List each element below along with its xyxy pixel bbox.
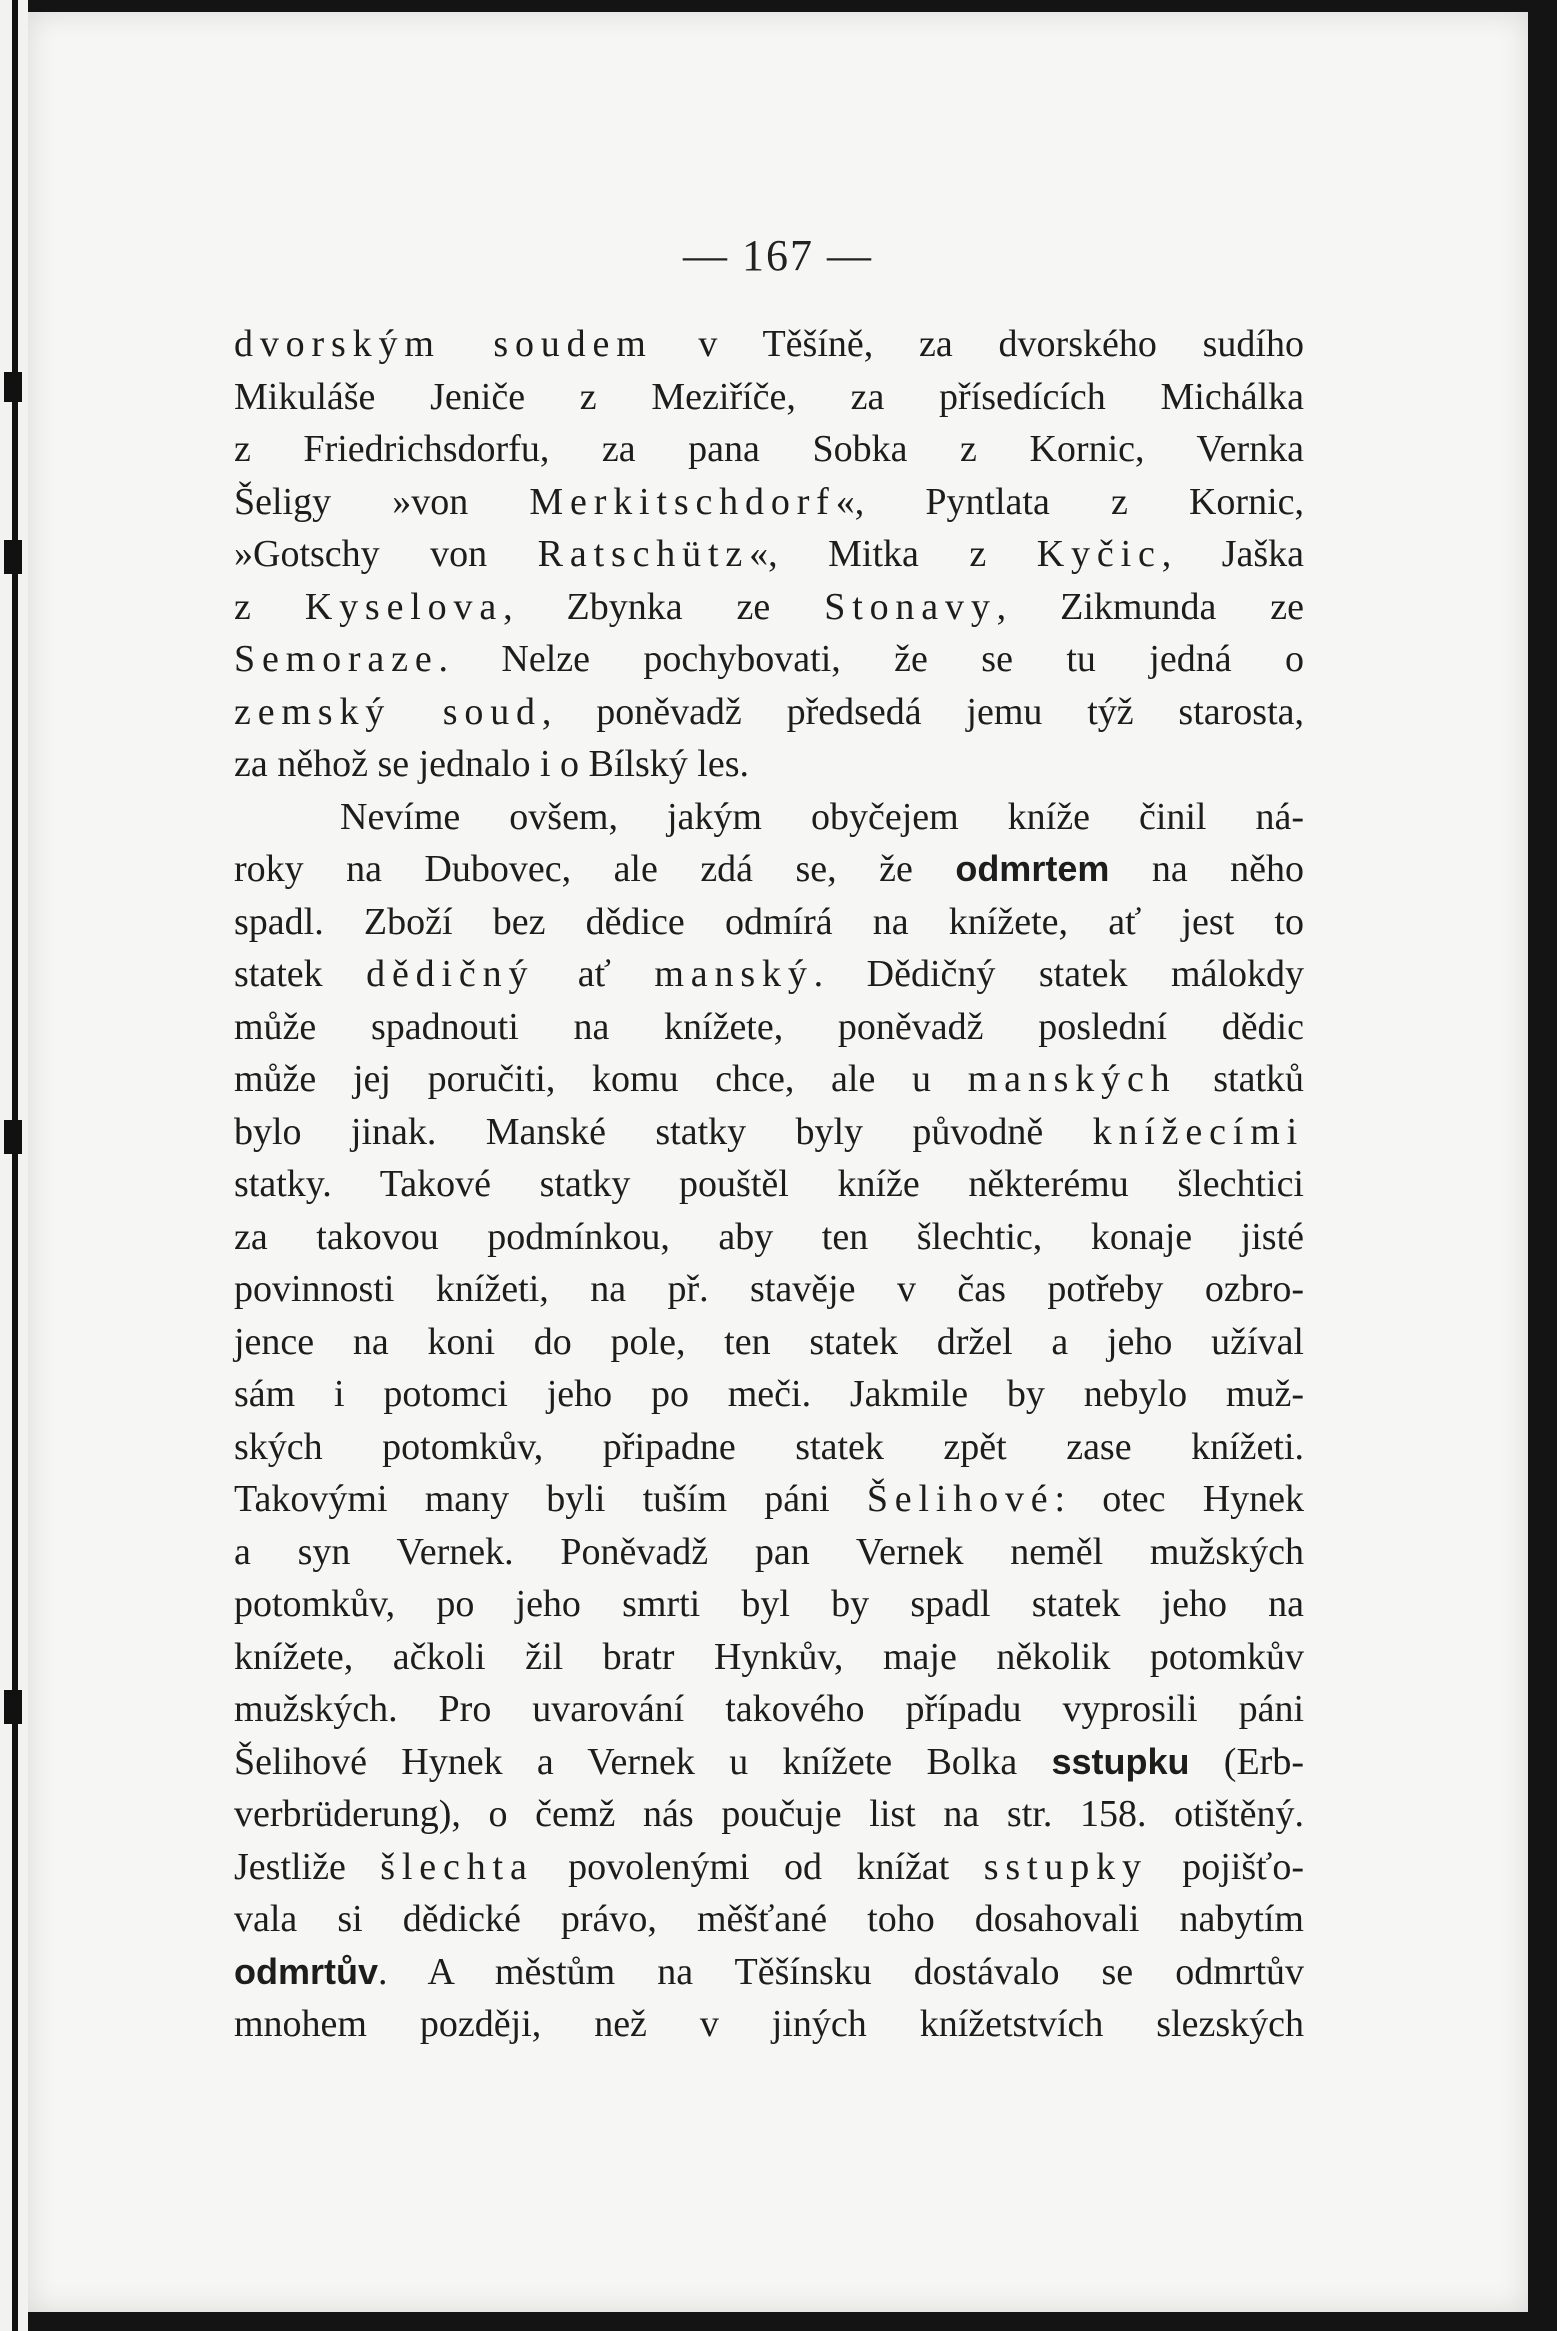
text-run: . Dědičný statek málokdy (813, 953, 1304, 995)
edge-mark (4, 1690, 22, 1724)
text-line (234, 1788, 1304, 1841)
spaced-term: manských (967, 1058, 1177, 1100)
spaced-term: šlechta (380, 1845, 534, 1888)
spaced-term: manský (654, 953, 814, 995)
text-line (234, 476, 1304, 529)
text-run: za takovou podmínkou, aby ten šlechtic, konaje jisté (234, 1215, 1304, 1258)
text-line (234, 1211, 1304, 1264)
text-line (234, 843, 1304, 896)
body-text (234, 318, 1304, 2051)
text-line (234, 1683, 1304, 1736)
text-line (234, 1263, 1304, 1316)
spaced-term: sstupky (983, 1845, 1148, 1888)
text-run: na něho (1109, 848, 1305, 890)
text-run: mnohem později, než v jiných knížetstvích slezských (234, 2003, 1304, 2045)
spaced-term: zemský soud (234, 690, 542, 733)
text-run: knížete, ačkoli žil bratr Hynkův, maje několik potomkův (234, 1635, 1304, 1678)
text-line (234, 1578, 1304, 1631)
text-line (234, 1946, 1304, 1999)
text-line (234, 581, 1304, 634)
text-run: vala si dědické právo, měšťané toho dosahovali nabytím (234, 1898, 1304, 1940)
text-run: : otec Hynek (1054, 1478, 1305, 1520)
text-run: Nevíme ovšem, jakým obyčejem kníže činil ná- (340, 795, 1304, 838)
text-line (234, 318, 1304, 371)
spaced-term: Kyselova (304, 585, 504, 628)
text-run: potomkův, po jeho smrti byl by spadl statek jeho na (234, 1583, 1304, 1625)
text-run: , poněvadž předsedá jemu týž starosta, (541, 690, 1305, 733)
text-run: v Těšíně, za dvorského sudího (652, 323, 1304, 365)
spaced-term: Semoraze (234, 638, 439, 680)
text-run: a syn Vernek. Poněvadž pan Vernek neměl mužských (234, 1530, 1304, 1573)
text-run: povinnosti knížeti, na př. stavěje v čas potřeby ozbro- (234, 1268, 1304, 1310)
text-line (234, 1316, 1304, 1369)
text-line (234, 948, 1304, 1001)
text-run: (Erb- (1189, 1740, 1304, 1783)
text-line (234, 1473, 1304, 1526)
text-run: , Jaška (1161, 533, 1305, 575)
text-run: Šelihové Hynek a Vernek u knížete Bolka (234, 1740, 1052, 1783)
text-run: , Zikmunda ze (996, 585, 1304, 628)
text-run: roky na Dubovec, ale zdá se, že (234, 848, 956, 890)
text-run: »Gotschy von (234, 533, 538, 575)
text-line (234, 896, 1304, 949)
text-line (234, 1736, 1304, 1789)
spaced-term: Kyčic (1036, 533, 1162, 575)
text-line (234, 1998, 1304, 2051)
text-line (234, 1158, 1304, 1211)
spaced-term: Ratschütz (537, 533, 750, 575)
bold-term: sstupku (1051, 1740, 1190, 1782)
text-line (234, 686, 1304, 739)
text-line (234, 1001, 1304, 1054)
edge-mark (4, 372, 22, 402)
text-line (234, 791, 1304, 844)
text-run: statek (234, 953, 367, 995)
text-line (234, 1368, 1304, 1421)
edge-mark (4, 1120, 22, 1154)
text-line (234, 371, 1304, 424)
text-run: povolenými od knížat (533, 1845, 984, 1888)
text-run: Šeligy »von (234, 480, 530, 523)
edge-mark (4, 540, 22, 574)
text-run: může spadnouti na knížete, poněvadž poslední dědic (234, 1005, 1304, 1048)
text-line (234, 633, 1304, 686)
text-line (234, 738, 1304, 791)
text-run: statky. Takové statky pouštěl kníže některému šlechtici (234, 1163, 1304, 1205)
text-line (234, 1631, 1304, 1684)
text-line (234, 1841, 1304, 1894)
text-run: sám i potomci jeho po meči. Jakmile by nebylo muž- (234, 1373, 1304, 1415)
text-run: spadl. Zboží bez dědice odmírá na knížete, ať jest to (234, 900, 1304, 943)
text-run: z (234, 585, 305, 628)
text-run: bylo jinak. Manské statky byly původně (234, 1110, 1093, 1153)
text-run: «, Mitka z (749, 533, 1037, 575)
spaced-term: Stonavy (824, 585, 997, 628)
text-run: mužských. Pro uvarování takového případu vyprosili páni (234, 1688, 1304, 1730)
text-run: ať (534, 953, 655, 995)
text-line (234, 423, 1304, 476)
text-run: jence na koni do pole, ten statek držel a jeho užíval (234, 1320, 1304, 1363)
text-run: . Nelze pochybovati, že se tu jedná o (438, 638, 1304, 680)
text-run: může jej poručiti, komu chce, ale u (234, 1058, 968, 1100)
text-run: z Friedrichsdorfu, za pana Sobka z Kornic, Vernka (234, 428, 1304, 470)
text-run: «, Pyntlata z Kornic, (835, 480, 1304, 523)
binding-edge-line (12, 0, 18, 2331)
spaced-term: dědičný (366, 953, 535, 995)
spaced-term: dvorským soudem (234, 323, 653, 365)
text-line (234, 1421, 1304, 1474)
text-line (234, 528, 1304, 581)
text-line (234, 1053, 1304, 1106)
bold-term: odmrtův (234, 1950, 378, 1992)
bold-term: odmrtem (955, 848, 1110, 889)
text-run: , Zbynka ze (503, 585, 825, 628)
text-run: za něhož se jednalo i o Bílský les. (234, 743, 749, 785)
spaced-term: knížecími (1092, 1110, 1304, 1153)
text-run: . A městům na Těšínsku dostávalo se odmrtův (378, 1950, 1304, 1993)
text-run: ských potomkův, připadne statek zpět zase knížeti. (234, 1425, 1304, 1468)
text-line (234, 1106, 1304, 1159)
text-run: Takovými many byli tuším páni (234, 1478, 867, 1520)
text-line (234, 1893, 1304, 1946)
text-run: Mikuláše Jeniče z Meziříče, za přísedících Michálka (234, 375, 1304, 418)
text-line (234, 1526, 1304, 1579)
spaced-term: Merkitschdorf (529, 480, 836, 523)
page-number: — 167 — (683, 231, 873, 280)
text-run: statků (1176, 1058, 1304, 1100)
text-run: Jestliže (234, 1845, 381, 1888)
text-run: pojišťo- (1147, 1845, 1304, 1888)
spaced-term: Šelihové (866, 1478, 1055, 1520)
text-run: verbrüderung), o čemž nás poučuje list na str. 158. otištěný. (234, 1793, 1304, 1835)
